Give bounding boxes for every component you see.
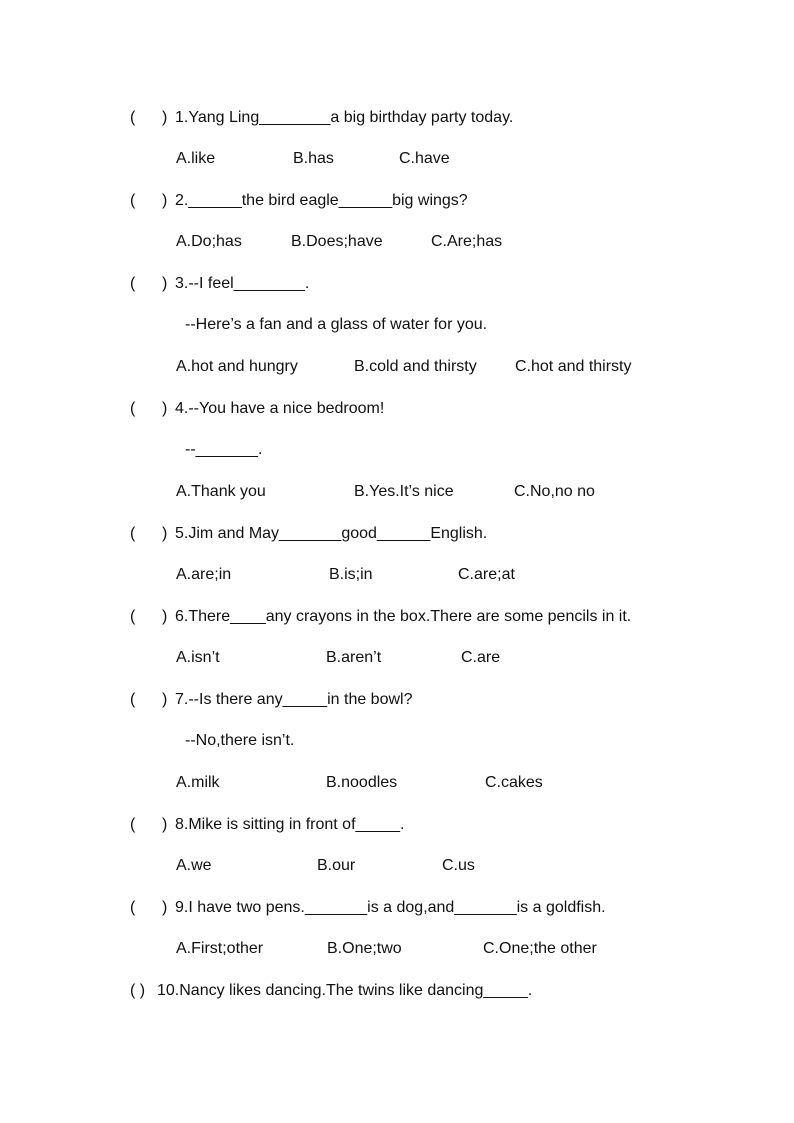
option-b[interactable]: B.noodles <box>326 774 398 791</box>
option-a[interactable]: A.milk <box>176 774 220 791</box>
option-b[interactable]: B.has <box>293 150 334 167</box>
question-stem: 1.Yang Ling________a big birthday party today. <box>175 109 514 126</box>
question-stem: 6.There____any crayons in the box.There are some pencils in it. <box>175 608 632 625</box>
option-a[interactable]: A.like <box>176 150 216 167</box>
option-a[interactable]: A.we <box>176 857 212 874</box>
option-c[interactable]: C.No,no no <box>514 483 595 500</box>
option-c[interactable]: C.are <box>461 649 501 666</box>
option-b[interactable]: B.is;in <box>329 566 373 583</box>
option-c[interactable]: C.cakes <box>485 774 543 791</box>
option-c[interactable]: C.us <box>442 857 475 874</box>
answer-blank[interactable]: ( ) <box>130 982 146 999</box>
option-b[interactable]: B.Does;have <box>291 233 383 250</box>
option-b[interactable]: B.One;two <box>327 940 402 957</box>
answer-blank[interactable]: ( ) <box>130 899 168 916</box>
option-a[interactable]: A.First;other <box>176 940 264 957</box>
option-c[interactable]: C.Are;has <box>431 233 503 250</box>
option-c[interactable]: C.have <box>399 150 450 167</box>
answer-blank[interactable]: ( ) <box>130 691 168 708</box>
dialogue-reply: --Here’s a fan and a glass of water for you. <box>185 316 488 333</box>
option-a[interactable]: A.hot and hungry <box>176 358 298 375</box>
answer-blank[interactable]: ( ) <box>130 816 168 833</box>
option-c[interactable]: C.hot and thirsty <box>515 358 632 375</box>
question-stem: 3.--I feel________. <box>175 275 310 292</box>
dialogue-reply: --_______. <box>185 441 263 458</box>
option-a[interactable]: A.Do;has <box>176 233 242 250</box>
option-b[interactable]: B.aren’t <box>326 649 382 666</box>
answer-blank[interactable]: ( ) <box>130 400 168 417</box>
question-stem: 10.Nancy likes dancing.The twins like dancing_____. <box>157 982 533 999</box>
question-stem: 7.--Is there any_____in the bowl? <box>175 691 413 708</box>
answer-blank[interactable]: ( ) <box>130 525 168 542</box>
question-stem: 4.--You have a nice bedroom! <box>175 400 385 417</box>
option-a[interactable]: A.Thank you <box>176 483 266 500</box>
question-stem: 5.Jim and May_______good______English. <box>175 525 488 542</box>
option-a[interactable]: A.isn’t <box>176 649 220 666</box>
option-c[interactable]: C.One;the other <box>483 940 597 957</box>
answer-blank[interactable]: ( ) <box>130 275 168 292</box>
option-b[interactable]: B.Yes.It’s nice <box>354 483 454 500</box>
option-b[interactable]: B.our <box>317 857 356 874</box>
answer-blank[interactable]: ( ) <box>130 192 168 209</box>
answer-blank[interactable]: ( ) <box>130 608 168 625</box>
option-b[interactable]: B.cold and thirsty <box>354 358 477 375</box>
question-stem: 2.______the bird eagle______big wings? <box>175 192 468 209</box>
answer-blank[interactable]: ( ) <box>130 109 168 126</box>
question-stem: 9.I have two pens._______is a dog,and_______is a goldfish. <box>175 899 606 916</box>
option-a[interactable]: A.are;in <box>176 566 232 583</box>
option-c[interactable]: C.are;at <box>458 566 515 583</box>
dialogue-reply: --No,there isn’t. <box>185 732 295 749</box>
question-stem: 8.Mike is sitting in front of_____. <box>175 816 405 833</box>
